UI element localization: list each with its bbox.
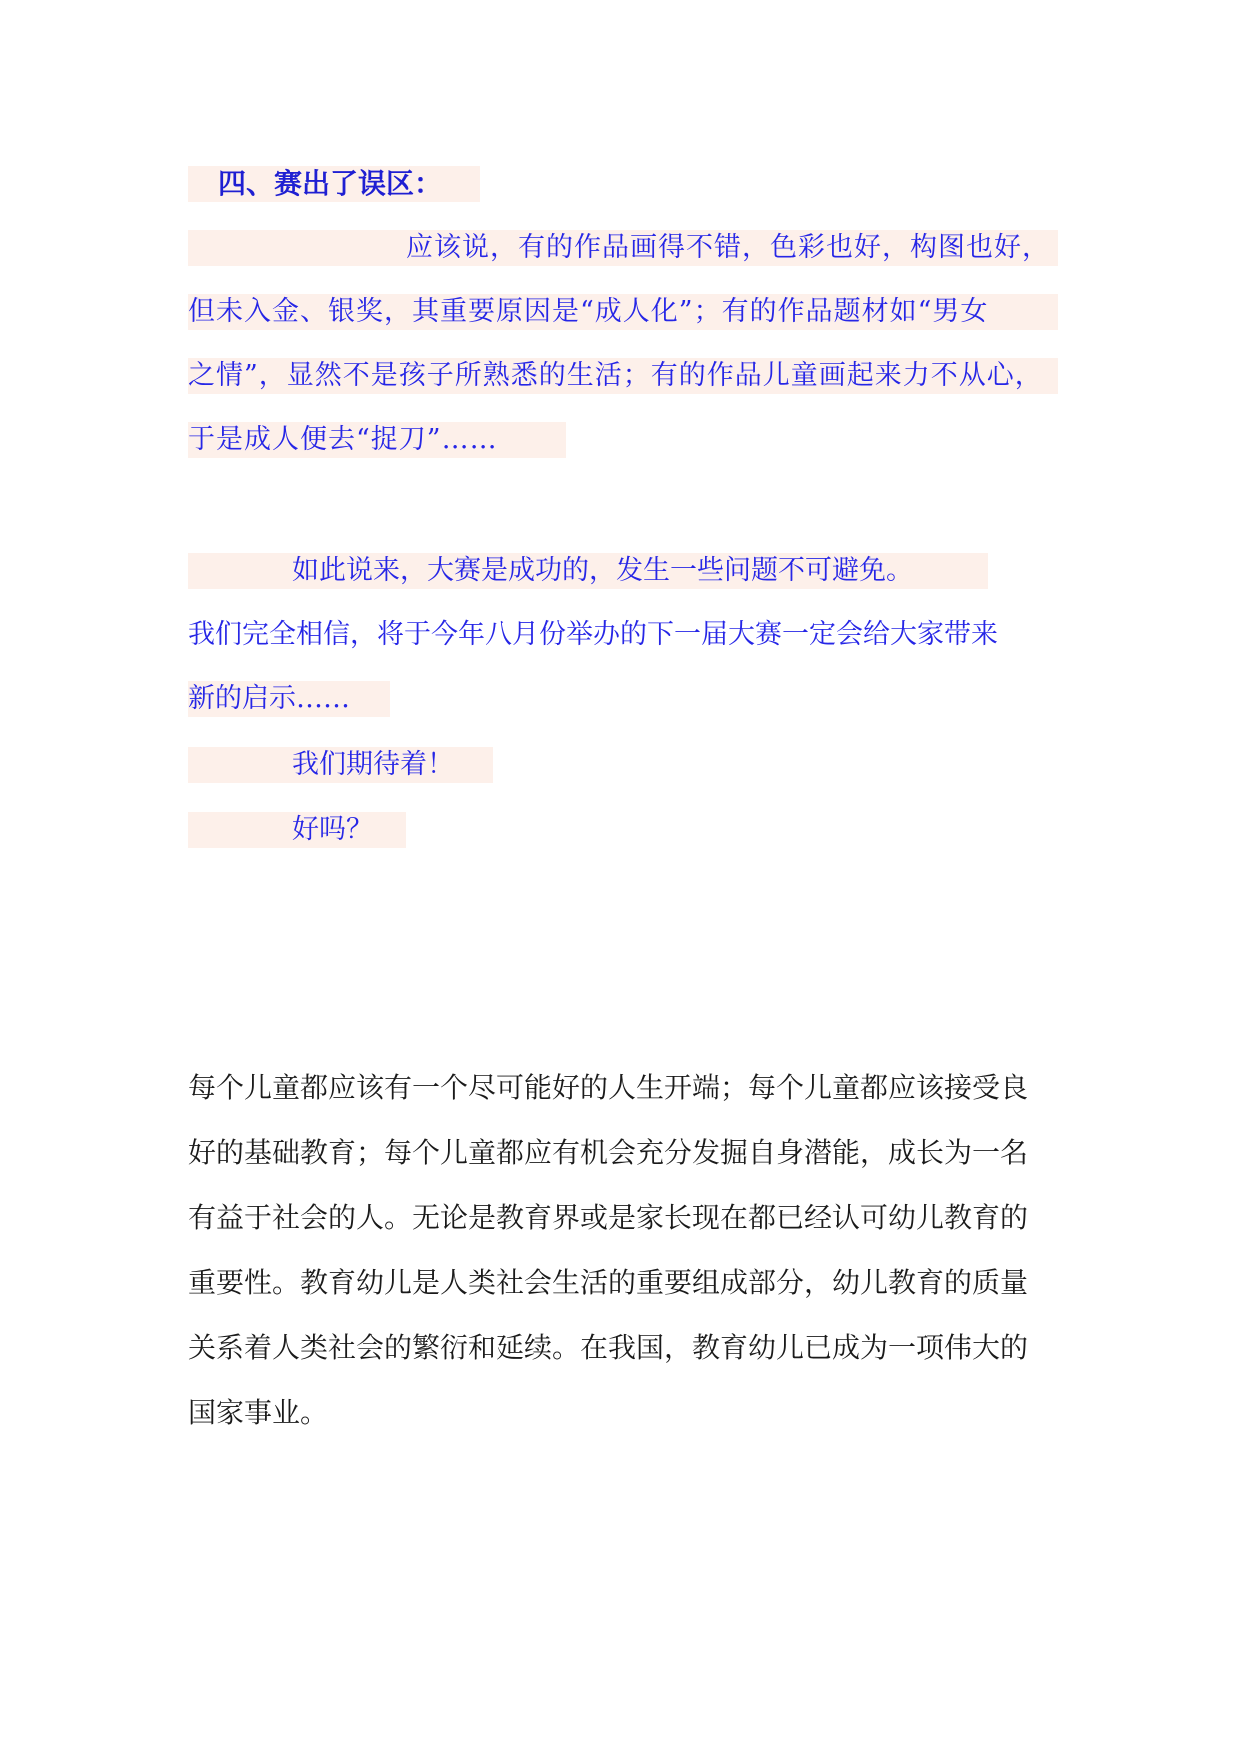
paragraph-line: 应该说，有的作品画得不错，色彩也好，构图也好， — [188, 230, 1058, 266]
paragraph-line: 如此说来，大赛是成功的，发生一些问题不可避免。 — [188, 553, 988, 589]
paragraph-line: 有益于社会的人。无论是教育界或是家长现在都已经认可幼儿教育的 — [188, 1201, 1029, 1234]
paragraph-line: 国家事业。 — [188, 1396, 329, 1429]
paragraph-line: 之情”，显然不是孩子所熟悉的生活；有的作品儿童画起来力不从心， — [188, 358, 1058, 394]
paragraph-line: 关系着人类社会的繁衍和延续。在我国，教育幼儿已成为一项伟大的 — [188, 1331, 1029, 1364]
paragraph-line: 重要性。教育幼儿是人类社会生活的重要组成部分，幼儿教育的质量 — [188, 1266, 1029, 1299]
section-heading: 四、赛出了误区： — [188, 166, 480, 202]
paragraph-line: 但未入金、银奖，其重要原因是“成人化”；有的作品题材如“男女 — [188, 294, 1058, 330]
paragraph-line: 我们完全相信，将于今年八月份举办的下一届大赛一定会给大家带来 — [188, 619, 998, 650]
paragraph-line: 好吗？ — [188, 812, 406, 848]
paragraph-line: 新的启示…… — [188, 681, 390, 717]
paragraph-line: 我们期待着！ — [188, 747, 493, 783]
paragraph-line: 每个儿童都应该有一个尽可能好的人生开端；每个儿童都应该接受良 — [188, 1071, 1029, 1104]
paragraph-line: 于是成人便去“捉刀”…… — [188, 422, 566, 458]
paragraph-line: 好的基础教育；每个儿童都应有机会充分发掘自身潜能，成长为一名 — [188, 1136, 1029, 1169]
